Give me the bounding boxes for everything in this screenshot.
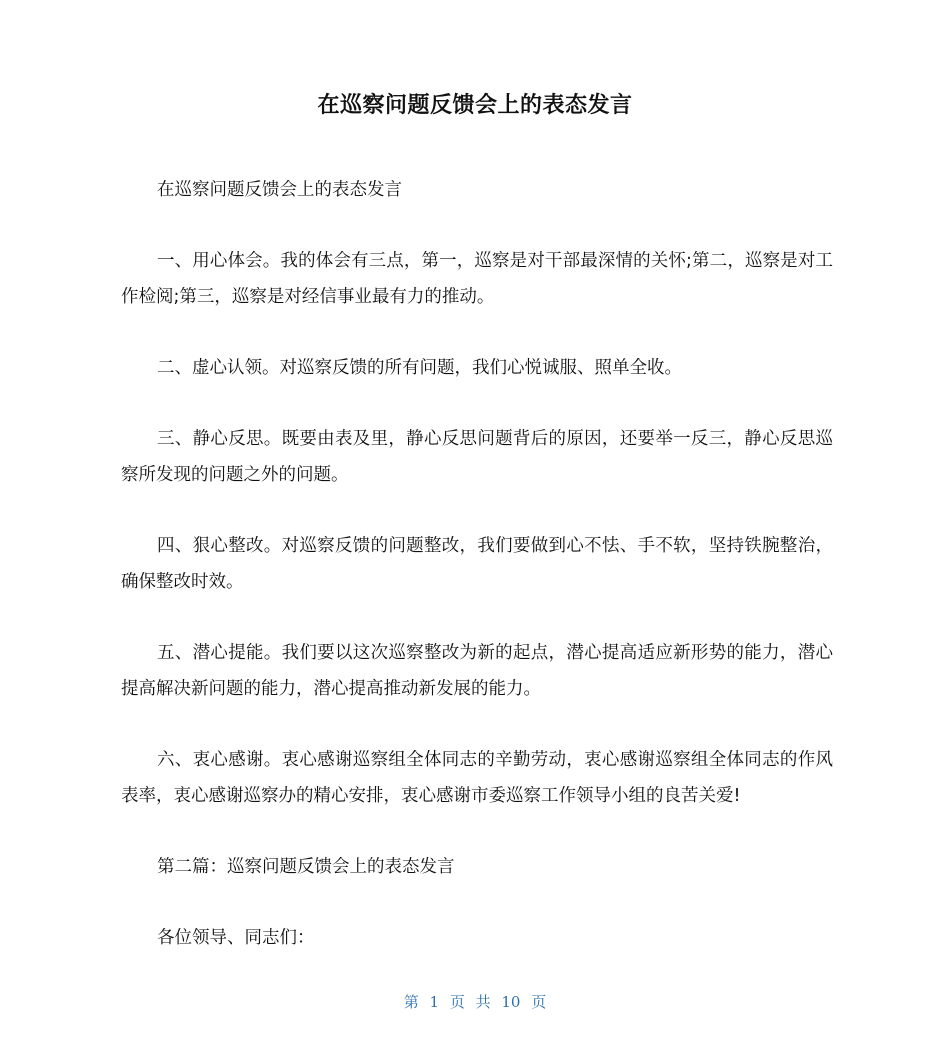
paragraph-point-6: 六、衷心感谢。衷心感谢巡察组全体同志的辛勤劳动，衷心感谢巡察组全体同志的作风表率，衷心感谢巡察办的精心安排，衷心感谢市委巡察工作领导小组的良苦关爱! [121,750,833,806]
document-body [121,172,833,991]
paragraph-salutation: 各位领导、同志们： [157,928,315,948]
document-title: 在巡察问题反馈会上的表态发言 [317,93,633,118]
paragraph-point-3: 三、静心反思。既要由表及里，静心反思问题背后的原因，还要举一反三，静心反思巡察所发现的问题之外的问题。 [121,429,833,485]
paragraph-section-2-heading: 第二篇：巡察问题反馈会上的表态发言 [157,857,455,877]
paragraph-subtitle: 在巡察问题反馈会上的表态发言 [157,180,402,200]
page-number-footer: 第 1 页 共 10 页 [403,993,547,1011]
paragraph-point-4: 四、狠心整改。对巡察反馈的问题整改，我们要做到心不怯、手不软，坚持铁腕整治，确保整改时效。 [121,536,833,592]
paragraph-point-1: 一、用心体会。我的体会有三点，第一，巡察是对干部最深情的关怀;第二，巡察是对工作检阅;第三，巡察是对经信事业最有力的推动。 [121,251,833,307]
paragraph-point-2: 二、虚心认领。对巡察反馈的所有问题，我们心悦诚服、照单全收。 [157,358,682,378]
paragraph-point-5: 五、潜心提能。我们要以这次巡察整改为新的起点，潜心提高适应新形势的能力，潜心提高解决新问题的能力，潜心提高推动新发展的能力。 [121,643,833,699]
